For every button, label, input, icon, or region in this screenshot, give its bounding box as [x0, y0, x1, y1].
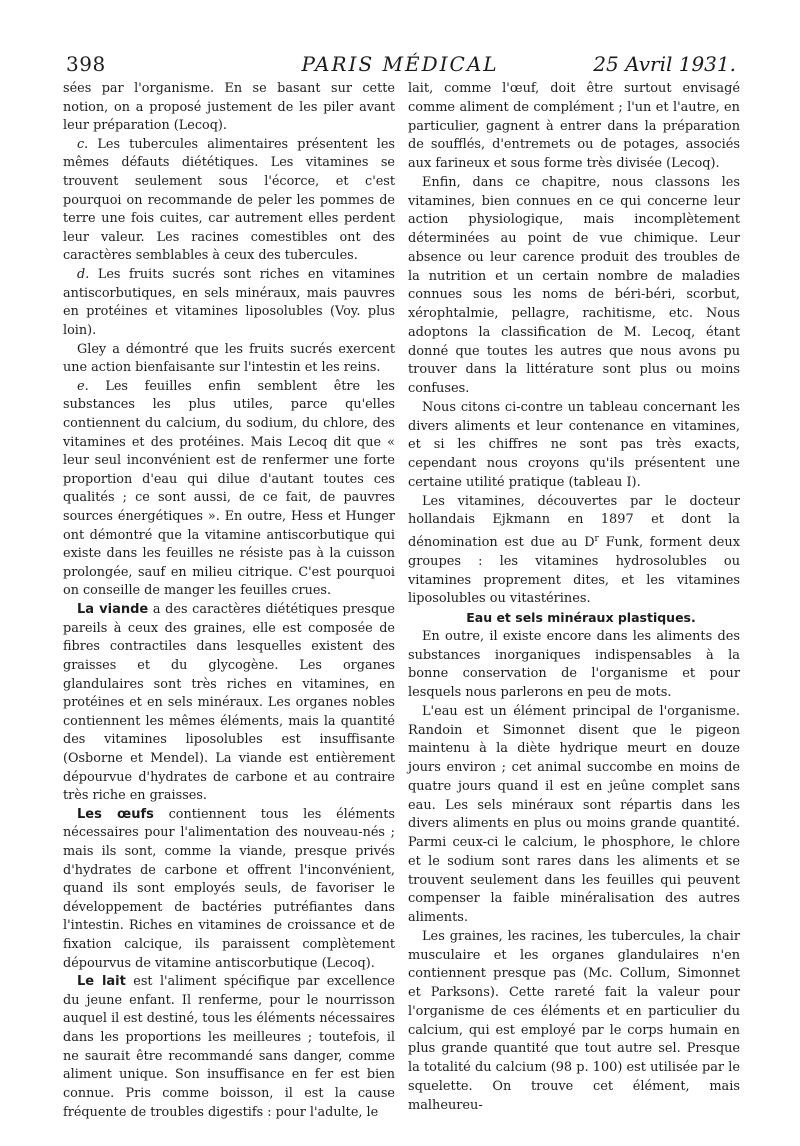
paragraph: Enfin, dans ce chapitre, nous classons les vitamines, bien connues en ce qui concerne leur action physiologique, mais incomplètement déterminées au point de vue chimique. Leur absence ou leur carence produit des troubles de la nutrition et un certain nombre de maladies connues sous les noms de béri-béri, scorbut, xérophtalmie, pellagre, rachitisme, etc. Nous adoptons la classification de M. Lecoq, étant donné que toutes les autres que nous avons pu trouver dans la littérature sont plus ou moins confuses. — [408, 174, 740, 396]
paragraph: En outre, il existe encore dans les aliments des substances inorganiques indispensables à la bonne conservation de l'organisme et pour lesquels nous parlerons en peu de mots. — [408, 628, 740, 700]
paragraph-text: Les vitamines, découvertes par le docteur hollandais Ejkmann en 1897 et dont la dénomination est due au D — [408, 493, 740, 550]
paragraph — [63, 806, 395, 973]
paragraph: Nous citons ci-contre un tableau concernant les divers aliments et leur contenance en vitamines, et si les chiffres ne sont pas très exacts, cependant nous croyons qu'ils présentent une certaine utilité pratique (tableau I). — [408, 399, 740, 490]
superscript: r — [594, 534, 599, 544]
page-header — [60, 50, 740, 82]
page-number: 398 — [66, 52, 106, 76]
paragraph-text: Les fruits sucrés sont riches en vitamines antiscorbutiques, en sels minéraux, mais pauvres en protéines et vitamines liposolubles (Voy. plus loin). — [63, 267, 395, 338]
paragraph — [63, 601, 395, 806]
paragraph: Gley a démontré que les fruits sucrés exercent une action bienfaisante sur l'intestin et les reins. — [63, 341, 395, 376]
paragraph — [63, 378, 395, 601]
paragraph — [63, 266, 395, 340]
run-in-heading: Le lait — [77, 974, 126, 990]
paragraph: Les graines, les racines, les tubercules, la chair musculaire et les organes glandulaires n'en contiennent presque pas (Mc. Collum, Simonnet et Parksons). Cette rareté fait la valeur pour l'organisme de ces éléments et en particulier du calcium, qui est employé par le corps humain en plus grande quantité que tout autre sel. Presque la totalité du calcium (98 p. 100) est utilisée par le squelette. On trouve cet élément, mais malheureu- — [408, 928, 740, 1113]
paragraph-text: est l'aliment spécifique par excellence du jeune enfant. Il renferme, pour le nourrisson auquel il est destiné, tous les éléments nécessaires dans les proportions les meilleures ; toutefois, il ne saurait être recommandé sans danger, comme aliment unique. Son insuffisance en fer est bien connue. Pris comme boisson, il est la cause fréquente de troubles digestifs : pour l'adulte, le — [63, 974, 395, 1120]
journal-title: PARIS MÉDICAL — [301, 52, 499, 76]
paragraph-text: a des caractères diététiques presque pareils à ceux des graines, elle est composée de fibres contractiles dans lesquelles existent des graisses et du glycogène. Les organes glandulaires sont très riches en vitamines, en protéines et en sels minéraux. Les organes nobles contiennent les mêmes éléments, mais la quantité des vitamines liposolubles est insuffisante (Osborne et Mendel). La viande est entièrement dépourvue d'hydrates de carbone et au contraire très riche en graisses. — [63, 602, 395, 804]
section-heading: Eau et sels minéraux plastiques. — [466, 610, 696, 625]
item-label: e. — [77, 378, 89, 394]
paragraph-text: Les feuilles enfin semblent être les substances les plus utiles, parce qu'elles contiennent du calcium, du sodium, du chlore, des vitamines et des protéines. Mais Lecoq dit que « leur seul inconvénient est de renfermer une forte proportion d'eau qui dilue d'autant toutes ces qualités ; ce sont aussi, de ce fait, de pauvres sources énergétiques ». En outre, Hess et Hunger ont démontré que la vitamine antiscorbutique qui existe dans les feuilles ne résiste pas à la cuisson prolongée, sauf en milieu citrique. C'est pourquoi on conseille de manger les feuilles crues. — [63, 378, 395, 599]
item-label: c. — [77, 136, 89, 152]
paragraph — [408, 493, 740, 610]
paragraph: lait, comme l'œuf, doit être surtout envisagé comme aliment de complément ; l'un et l'autre, en particulier, gagnent à entrer dans la préparation de soufflés, d'entremets ou de potages, associés aux farineux et sous forme très divisée (Lecoq). — [408, 81, 740, 171]
issue-date: 25 Avril 1931. — [593, 52, 736, 76]
paragraph-text: Les tubercules alimentaires présentent les mêmes défauts diététiques. Les vitamines se trouvent seulement sous l'écorce, et c'est pourquoi on recommande de peler les pommes de terre une fois cuites, car autrement elles perdent leur valeur. Les racines comestibles ont des caractères semblables à ceux des tubercules. — [63, 136, 395, 264]
paragraph-text: Funk, forment deux groupes : les vitamines hydrosolubles ou vitamines proprement dites, et les vitamines liposolubles ou vitastérines. — [408, 535, 740, 607]
paragraph: sées par l'organisme. En se basant sur cette notion, on a proposé justement de les piler avant leur préparation (Lecoq). — [63, 81, 395, 134]
paragraph-text: contiennent tous les éléments nécessaires pour l'alimentation des nouveau-nés ; mais ils sont, comme la viande, presque privés d'hydrates de carbone et offrent l'inconvénient, quand ils sont employés seuls, de favoriser le développement de bactéries putréfiantes dans l'intestin. Riches en vitamines de croissance et de fixation calcique, ils paraissent complètement dépourvus de vitamine antiscorbutique (Lecoq). — [63, 806, 395, 971]
right-column — [408, 80, 740, 1115]
paragraph — [63, 136, 395, 266]
paragraph: L'eau est un élément principal de l'organisme. Randoin et Simonnet disent que le pigeon maintenu à la diète hydrique meurt en douze jours environ ; cet animal succombe en moins de quatre jours quand il est en jeûne complet sans eau. Les sels minéraux sont répartis dans les divers aliments en plus ou moins grande quantité. Parmi ceux-ci le calcium, le phosphore, le chlore et le sodium sont rares dans les aliments et se trouvent seulement dans les feuilles qui peuvent compenser la faible minéralisation des autres aliments. — [408, 703, 740, 925]
run-in-heading: La viande — [77, 602, 149, 618]
paragraph — [63, 973, 395, 1122]
left-column — [63, 80, 395, 1122]
run-in-heading: Les œufs — [77, 806, 154, 822]
item-label: d. — [77, 267, 90, 283]
